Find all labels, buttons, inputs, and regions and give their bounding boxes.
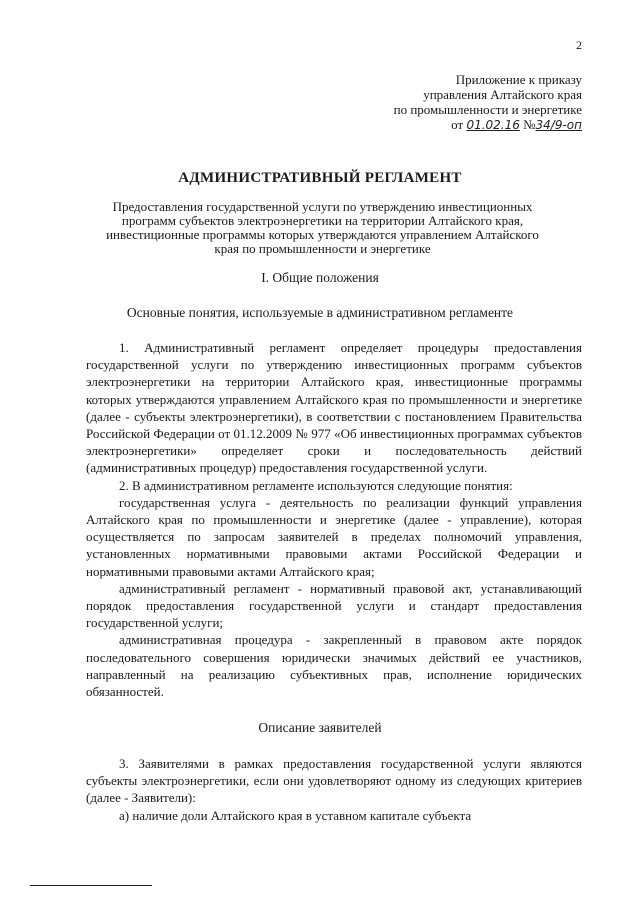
handwritten-order-number: 34/9-оп xyxy=(535,118,582,132)
appendix-line-1: Приложение к приказу xyxy=(455,72,582,87)
number-label: № xyxy=(523,117,536,132)
subsection-heading-applicants: Описание заявителей xyxy=(258,720,382,735)
appendix-block xyxy=(282,72,582,133)
subsection-heading-definitions: Основные понятия, используемые в административном регламенте xyxy=(126,305,514,320)
paragraph-3: 3. Заявителями в рамках предоставления государственной услуги являются субъекты электроэнергетики, если они удовлетворяют одному из следующих критериев (далее - Заявители): xyxy=(86,756,582,806)
paragraph-definition-regulation: административный регламент - нормативный правовой акт, устанавливающий порядок предоставления государственной услуги и стандарт предоставления государственной услуги; xyxy=(86,580,582,631)
footnote-separator xyxy=(30,885,152,886)
appendix-line-3: по промышленности и энергетике xyxy=(393,102,582,117)
body-part-2 xyxy=(86,755,582,824)
paragraph-definition-service: государственная услуга - деятельность по реализации функций управления Алтайского края по промышленности и энергетике (далее - управление), которая осуществляется по запросам заявителей в пределах полномочий управления, установленных нормативными правовыми актами Российской Федерации и нормативными правовыми актами Алтайского края; xyxy=(86,494,582,579)
appendix-date-line xyxy=(282,117,582,133)
paragraph-1: 1. Административный регламент определяет процедуры предоставления государственной услуги по утверждению инвестиционных программ субъектов электроэнергетики на территории Алтайского края, инвестиционные программы которых утверждаются управлением Алтайского края по промышленности и энергетике (далее - субъекты электроэнергетики), в соответствии с постановлением Правительства Российской Федерации от 01.12.2009 № 977 «Об инвестиционных программах субъектов электроэнергетики» определяет сроки и последовательность действий (административных процедур) предоставления государственной услуги. xyxy=(86,340,582,476)
paragraph-2: 2. В административном регламенте используются следующие понятия: xyxy=(119,477,513,493)
section-heading-general: I. Общие положения xyxy=(261,270,379,285)
paragraph-definition-procedure: административная процедура - закрепленный в правовом акте порядок последовательного совершения юридически значимых действий ее участников, направленный на реализацию субъективных прав, исполнение юридических обязанностей. xyxy=(86,632,582,700)
handwritten-date: 01.02.16 xyxy=(466,118,520,132)
paragraph-3a: а) наличие доли Алтайского края в уставном капитале субъекта xyxy=(119,807,472,823)
page-number: 2 xyxy=(576,38,582,52)
document-subtitle: Предоставления государственной услуги по утверждению инвестиционных программ субъектов электроэнергетики на территории Алтайского края, инвестиционные программы которых утверждаются управлением Алтайского края по промышленности и энергетике xyxy=(106,199,539,256)
appendix-line-2: управления Алтайского края xyxy=(423,87,582,102)
body-part-1 xyxy=(86,339,582,700)
from-label: от xyxy=(451,117,464,132)
document-title: АДМИНИСТРАТИВНЫЙ РЕГЛАМЕНТ xyxy=(178,170,462,186)
